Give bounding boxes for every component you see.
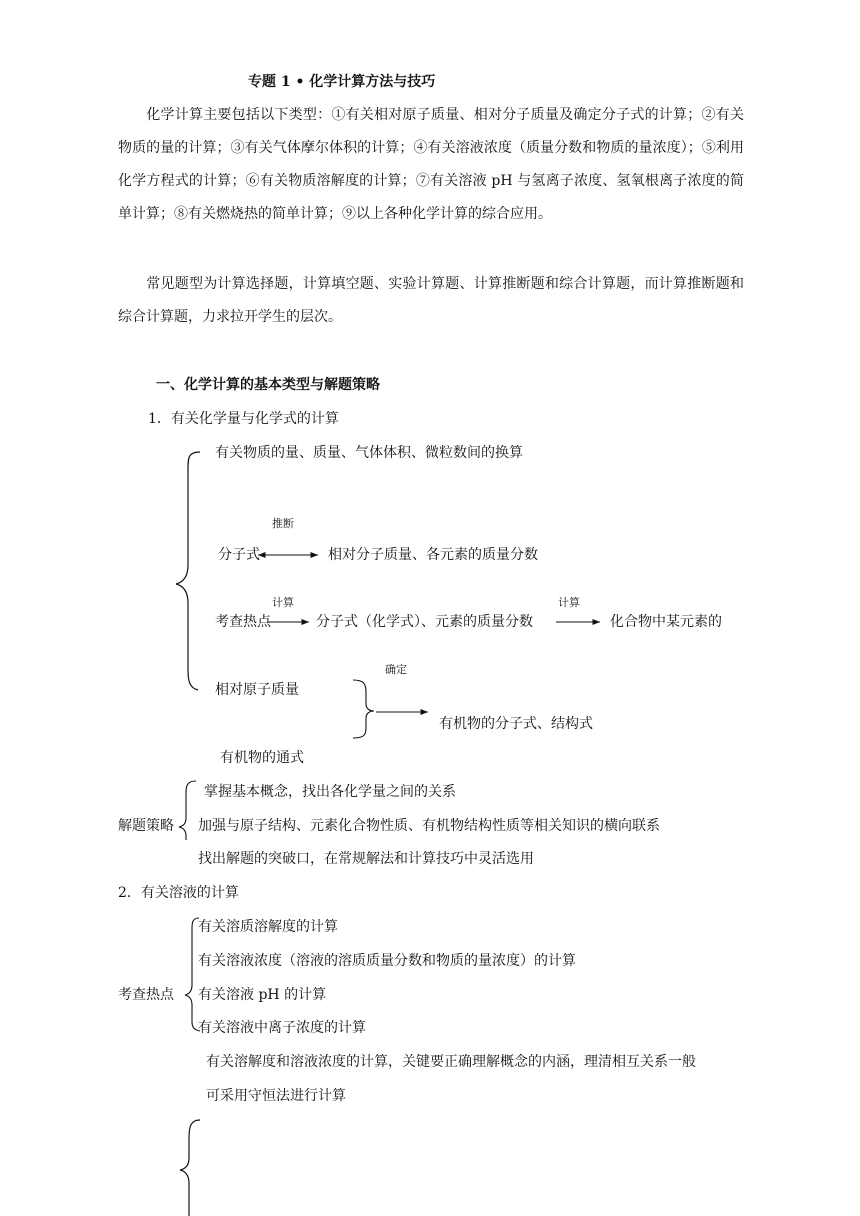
item-hotspot: 考查热点 [215, 614, 271, 630]
strategy-1: 掌握基本概念，找出各化学量之间的关系 [204, 784, 456, 800]
sub2-note-1: 有关溶解度和溶液浓度的计算，关键要正确理解概念的内涵，理清相互关系一般 [206, 1054, 696, 1070]
strategy-3: 找出解题的突破口，在常规解法和计算技巧中灵活选用 [198, 851, 534, 867]
question-types-paragraph [118, 268, 744, 334]
sub2-item-4: 有关溶液中离子浓度的计算 [198, 1020, 366, 1036]
intro-paragraph [118, 99, 744, 231]
item-general-formula: 有机物的通式 [220, 750, 304, 766]
intro-text: 化学计算主要包括以下类型：①有关相对原子质量、相对分子质量及确定分子式的计算；②有关物质的量的计算；③有关气体摩尔体积的计算；④有关溶液浓度（质量分数和物质的量浓度）；⑤利用化学方程式的计算；⑥有关物质溶解度的计算；⑦有关溶液 pH 与氢离子浓度、氢氧根离子浓度的简单计算；⑧有关燃烧热的简单计算；⑨以上各种化学计算的综合应用。 [118, 107, 744, 222]
label-infer: 推断 [272, 517, 294, 530]
item-formula-mass: 分子式（化学式）、元素的质量分数 [316, 614, 533, 630]
brace-sub1 [176, 452, 200, 690]
item-organic: 有机物的分子式、结构式 [439, 716, 593, 732]
label-calc-1: 计算 [272, 596, 294, 609]
strategy-label: 解题策略 [118, 818, 174, 834]
item-conversion: 有关物质的量、质量、气体体积、微粒数间的换算 [215, 445, 523, 461]
item-relative-mass: 相对分子质量、各元素的质量分数 [328, 547, 538, 563]
sub2-note-2: 可采用守恒法进行计算 [206, 1088, 346, 1104]
sub2-item-3: 有关溶液 pH 的计算 [198, 987, 327, 1003]
page-title: 专题 1 • 化学计算方法与技巧 [248, 74, 436, 90]
sub2-heading: 2．有关溶液的计算 [118, 885, 239, 901]
strategy-2: 加强与原子结构、元素化合物性质、有机物结构性质等相关知识的横向联系 [198, 818, 660, 834]
brace-bottom [180, 1120, 200, 1216]
label-determine: 确定 [385, 663, 407, 676]
sub1-heading: 1．有关化学量与化学式的计算 [148, 411, 339, 427]
bracket-determine [353, 680, 374, 738]
question-types-text: 常见题型为计算选择题，计算填空题、实验计算题、计算推断题和综合计算题，而计算推断题和综合计算题，力求拉开学生的层次。 [118, 276, 744, 325]
sub2-item-2: 有关溶液浓度（溶液的溶质质量分数和物质的量浓度）的计算 [198, 953, 576, 969]
sub2-item-1: 有关溶质溶解度的计算 [198, 919, 338, 935]
section1-heading: 一、化学计算的基本类型与解题策略 [156, 377, 380, 393]
item-atomic-mass: 相对原子质量 [215, 682, 299, 698]
brace-strategy [179, 781, 196, 840]
sub2-hotspot-label: 考查热点 [118, 987, 174, 1003]
item-formula: 分子式 [218, 547, 260, 563]
label-calc-2: 计算 [558, 596, 580, 609]
item-compound: 化合物中某元素的 [610, 614, 722, 630]
